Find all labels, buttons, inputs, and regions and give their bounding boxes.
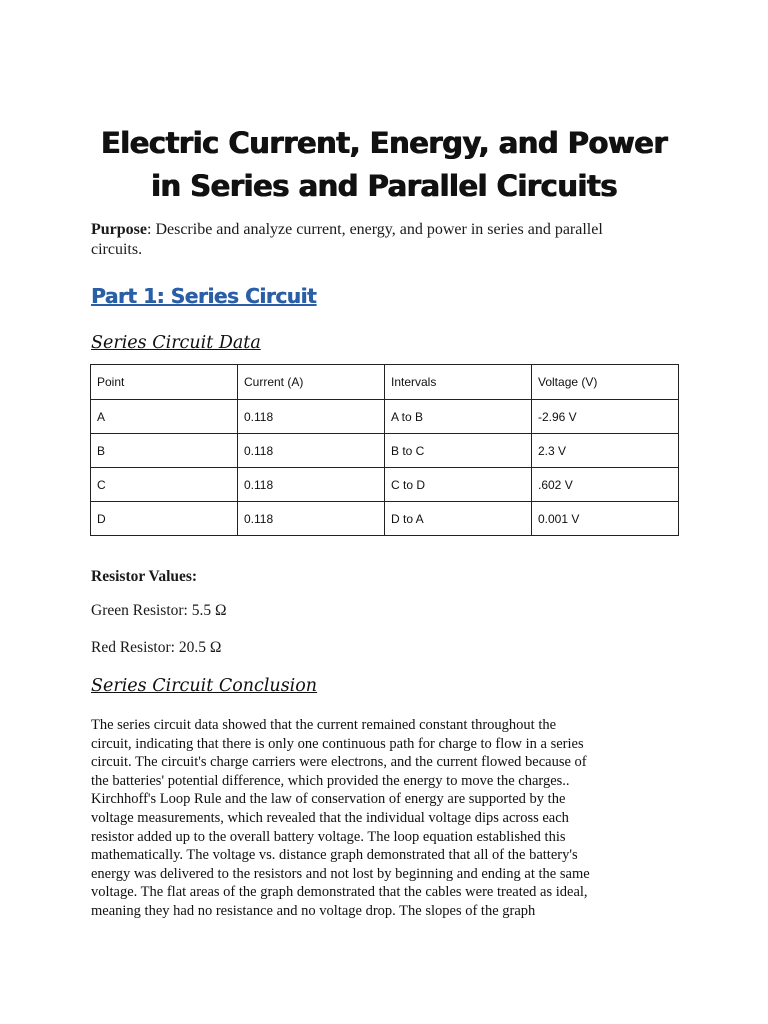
table-cell: A bbox=[91, 400, 238, 434]
table-cell: D bbox=[91, 502, 238, 536]
table-header-cell: Point bbox=[91, 365, 238, 400]
table-cell: B bbox=[91, 434, 238, 468]
series-data-heading: Series Circuit Data bbox=[91, 333, 261, 353]
conclusion-line: The series circuit data showed that the current remained constant throughout the bbox=[91, 717, 557, 733]
series-data-table bbox=[90, 364, 679, 536]
table-cell: 0.118 bbox=[238, 434, 385, 468]
green-resistor-value: Green Resistor: 5.5 Ω bbox=[91, 602, 227, 619]
conclusion-line: voltage. The flat areas of the graph demonstrated that the cables were treated as ideal, bbox=[91, 884, 588, 901]
red-resistor-value: Red Resistor: 20.5 Ω bbox=[91, 639, 222, 656]
table-cell: C to D bbox=[385, 468, 532, 502]
table-cell: -2.96 V bbox=[532, 400, 679, 434]
table-cell: D to A bbox=[385, 502, 532, 536]
conclusion-line: voltage measurements, which revealed that the individual voltage dips across each bbox=[91, 809, 569, 826]
conclusion-line: energy was delivered to the resistors and not lost by beginning and ending at the same bbox=[91, 865, 590, 882]
conclusion-line: circuit, indicating that there is only one continuous path for charge to flow in a series bbox=[91, 735, 584, 752]
title-line-2: in Series and Parallel Circuits bbox=[150, 169, 617, 203]
table-cell: C bbox=[91, 468, 238, 502]
table-row bbox=[91, 468, 679, 502]
table-cell: B to C bbox=[385, 434, 532, 468]
conclusion-line: the batteries' potential difference, which provided the energy to move the charges.. bbox=[91, 772, 570, 789]
table-cell: 2.3 V bbox=[532, 434, 679, 468]
table-cell: 0.118 bbox=[238, 400, 385, 434]
table-cell: 0.118 bbox=[238, 468, 385, 502]
table-cell: 0.001 V bbox=[532, 502, 679, 536]
document-title bbox=[60, 122, 708, 208]
table-row bbox=[91, 502, 679, 536]
table-header-cell: Intervals bbox=[385, 365, 532, 400]
conclusion-line: circuit. The circuit's charge carriers were electrons, and the current flowed because of bbox=[91, 754, 587, 771]
purpose-label: Purpose bbox=[91, 221, 147, 238]
conclusion-line: resistor added up to the overall battery voltage. The loop equation established this bbox=[91, 828, 566, 845]
conclusion-heading: Series Circuit Conclusion bbox=[91, 676, 318, 696]
resistor-values-heading: Resistor Values: bbox=[91, 568, 198, 585]
table-header-cell: Voltage (V) bbox=[532, 365, 679, 400]
title-line-1: Electric Current, Energy, and Power bbox=[100, 126, 668, 160]
table-row bbox=[91, 434, 679, 468]
part1-heading: Part 1: Series Circuit bbox=[91, 284, 317, 308]
purpose-text-line-1: : Describe and analyze current, energy, and power in series and parallel bbox=[147, 221, 603, 238]
conclusion-line: meaning they had no resistance and no voltage drop. The slopes of the graph bbox=[91, 902, 536, 919]
table-header-row bbox=[91, 365, 679, 400]
table-cell: 0.118 bbox=[238, 502, 385, 536]
purpose-statement bbox=[91, 220, 691, 260]
table-row bbox=[91, 400, 679, 434]
table-cell: .602 V bbox=[532, 468, 679, 502]
table-header-cell: Current (A) bbox=[238, 365, 385, 400]
conclusion-paragraph bbox=[91, 716, 671, 921]
conclusion-line: Kirchhoff's Loop Rule and the law of conservation of energy are supported by the bbox=[91, 791, 566, 808]
purpose-text-line-2: circuits. bbox=[91, 241, 143, 258]
conclusion-line: mathematically. The voltage vs. distance graph demonstrated that all of the battery's bbox=[91, 847, 578, 864]
table-cell: A to B bbox=[385, 400, 532, 434]
